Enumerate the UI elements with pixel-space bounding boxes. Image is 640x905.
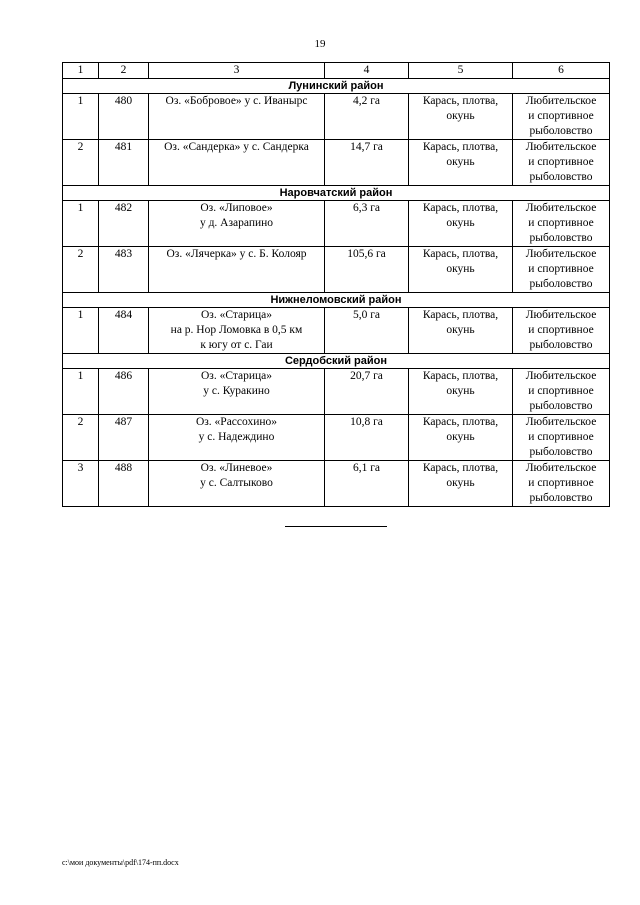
table-row	[63, 94, 610, 140]
fishing-use-line: и спортивное	[528, 217, 594, 229]
fishing-use	[513, 140, 610, 186]
water-body-id: 480	[99, 94, 149, 140]
water-body-name-line: у с. Надеждино	[198, 431, 275, 443]
fishing-use	[513, 247, 610, 293]
water-body-name-line: у с. Куракино	[203, 385, 270, 397]
water-body-area: 10,8 га	[325, 415, 409, 461]
water-body-name	[149, 308, 325, 354]
fishing-use	[513, 94, 610, 140]
water-body-name	[149, 140, 325, 186]
fishing-use-line: и спортивное	[528, 110, 594, 122]
water-body-id: 487	[99, 415, 149, 461]
fishing-use-line: Любительское	[525, 248, 597, 260]
fishing-use-line: Любительское	[525, 141, 597, 153]
column-number: 3	[149, 63, 325, 79]
district-row	[63, 354, 610, 369]
water-body-name-line: Оз. «Лячерка» у с. Б. Колояр	[166, 248, 307, 260]
water-body-name	[149, 415, 325, 461]
row-number: 2	[63, 247, 99, 293]
page-number: 19	[314, 38, 326, 50]
fishing-use	[513, 308, 610, 354]
water-body-name-line: Оз. «Бобровое» у с. Иванырс	[165, 95, 308, 107]
fishing-use-line: Любительское	[525, 95, 597, 107]
fishing-use	[513, 369, 610, 415]
fish-species	[409, 247, 513, 293]
fish-species	[409, 308, 513, 354]
row-number: 2	[63, 140, 99, 186]
water-body-name-line: Оз. «Старица»	[200, 370, 273, 382]
water-body-name-line: Оз. «Липовое»	[200, 202, 273, 214]
column-number: 2	[99, 63, 149, 79]
column-number-row	[63, 63, 610, 79]
water-body-area: 5,0 га	[325, 308, 409, 354]
water-body-id: 483	[99, 247, 149, 293]
water-body-name-line: у д. Азарапино	[199, 217, 274, 229]
water-body-id: 488	[99, 461, 149, 507]
fish-species-line: Карась, плотва,	[422, 462, 499, 474]
row-number: 2	[63, 415, 99, 461]
fish-species-line: окунь	[446, 110, 475, 122]
table-row	[63, 369, 610, 415]
fish-species-line: окунь	[446, 263, 475, 275]
water-body-area: 20,7 га	[325, 369, 409, 415]
fishing-use-line: Любительское	[525, 309, 597, 321]
fish-species	[409, 201, 513, 247]
fishing-use-line: и спортивное	[528, 385, 594, 397]
fish-species-line: Карась, плотва,	[422, 370, 499, 382]
water-body-area: 105,6 га	[325, 247, 409, 293]
fishing-use-line: рыболовство	[529, 492, 593, 504]
row-number: 1	[63, 369, 99, 415]
fishing-use-line: и спортивное	[528, 477, 594, 489]
table-row	[63, 415, 610, 461]
water-body-area: 4,2 га	[325, 94, 409, 140]
table-row	[63, 461, 610, 507]
water-body-name	[149, 461, 325, 507]
fishing-use-line: рыболовство	[529, 400, 593, 412]
end-of-table-rule	[285, 526, 387, 527]
water-body-name	[149, 247, 325, 293]
water-body-name-line: Оз. «Линевое»	[200, 462, 273, 474]
water-body-id: 484	[99, 308, 149, 354]
row-number: 1	[63, 308, 99, 354]
row-number: 1	[63, 94, 99, 140]
fishing-use-line: и спортивное	[528, 156, 594, 168]
water-body-name	[149, 369, 325, 415]
row-number: 1	[63, 201, 99, 247]
water-body-name	[149, 201, 325, 247]
water-body-name	[149, 94, 325, 140]
fish-species-line: Карась, плотва,	[422, 141, 499, 153]
fish-species	[409, 369, 513, 415]
column-number: 1	[63, 63, 99, 79]
fish-species	[409, 140, 513, 186]
fish-species-line: Карась, плотва,	[422, 202, 499, 214]
district-heading: Наровчатский район	[63, 186, 610, 201]
water-body-name-line: к югу от с. Гаи	[200, 339, 273, 351]
fish-species-line: Карась, плотва,	[422, 248, 499, 260]
water-body-id: 486	[99, 369, 149, 415]
column-number: 4	[325, 63, 409, 79]
fishing-use-line: рыболовство	[529, 171, 593, 183]
fishing-use-line: Любительское	[525, 416, 597, 428]
fishing-use-line: Любительское	[525, 202, 597, 214]
fishing-use-line: Любительское	[525, 370, 597, 382]
fishing-use-line: рыболовство	[529, 339, 593, 351]
water-body-area: 14,7 га	[325, 140, 409, 186]
table-row	[63, 201, 610, 247]
water-body-name-line: на р. Нор Ломовка в 0,5 км	[170, 324, 303, 336]
water-body-area: 6,3 га	[325, 201, 409, 247]
fish-species	[409, 94, 513, 140]
district-heading: Сердобский район	[63, 354, 610, 369]
fishing-use-line: рыболовство	[529, 232, 593, 244]
table-body	[63, 63, 610, 507]
fish-species-line: окунь	[446, 324, 475, 336]
table-row	[63, 247, 610, 293]
district-row	[63, 186, 610, 201]
fishing-use	[513, 201, 610, 247]
fish-species	[409, 461, 513, 507]
row-number: 3	[63, 461, 99, 507]
water-bodies-table	[62, 62, 610, 507]
fishing-use-line: и спортивное	[528, 324, 594, 336]
table-row	[63, 140, 610, 186]
column-number: 6	[513, 63, 610, 79]
fish-species	[409, 415, 513, 461]
fishing-use-line: и спортивное	[528, 431, 594, 443]
fish-species-line: окунь	[446, 477, 475, 489]
fishing-use	[513, 415, 610, 461]
water-body-id: 481	[99, 140, 149, 186]
water-body-name-line: Оз. «Старица»	[200, 309, 273, 321]
district-row	[63, 79, 610, 94]
district-heading: Лунинский район	[63, 79, 610, 94]
water-body-name-line: Оз. «Рассохино»	[195, 416, 278, 428]
fish-species-line: окунь	[446, 385, 475, 397]
fish-species-line: Карась, плотва,	[422, 416, 499, 428]
district-heading: Нижнеломовский район	[63, 293, 610, 308]
water-body-area: 6,1 га	[325, 461, 409, 507]
fish-species-line: Карась, плотва,	[422, 309, 499, 321]
district-row	[63, 293, 610, 308]
fish-species-line: Карась, плотва,	[422, 95, 499, 107]
water-body-id: 482	[99, 201, 149, 247]
column-number: 5	[409, 63, 513, 79]
fish-species-line: окунь	[446, 156, 475, 168]
footer-file-path: c:\мои документы\pdf\174-пп.docx	[62, 858, 179, 867]
fishing-use-line: рыболовство	[529, 125, 593, 137]
table-row	[63, 308, 610, 354]
water-body-name-line: у с. Салтыково	[200, 477, 273, 489]
fishing-use-line: рыболовство	[529, 446, 593, 458]
fishing-use-line: рыболовство	[529, 278, 593, 290]
fish-species-line: окунь	[446, 217, 475, 229]
fishing-use-line: Любительское	[525, 462, 597, 474]
water-body-name-line: Оз. «Сандерка» у с. Сандерка	[164, 141, 309, 153]
fishing-use	[513, 461, 610, 507]
fish-species-line: окунь	[446, 431, 475, 443]
fishing-use-line: и спортивное	[528, 263, 594, 275]
